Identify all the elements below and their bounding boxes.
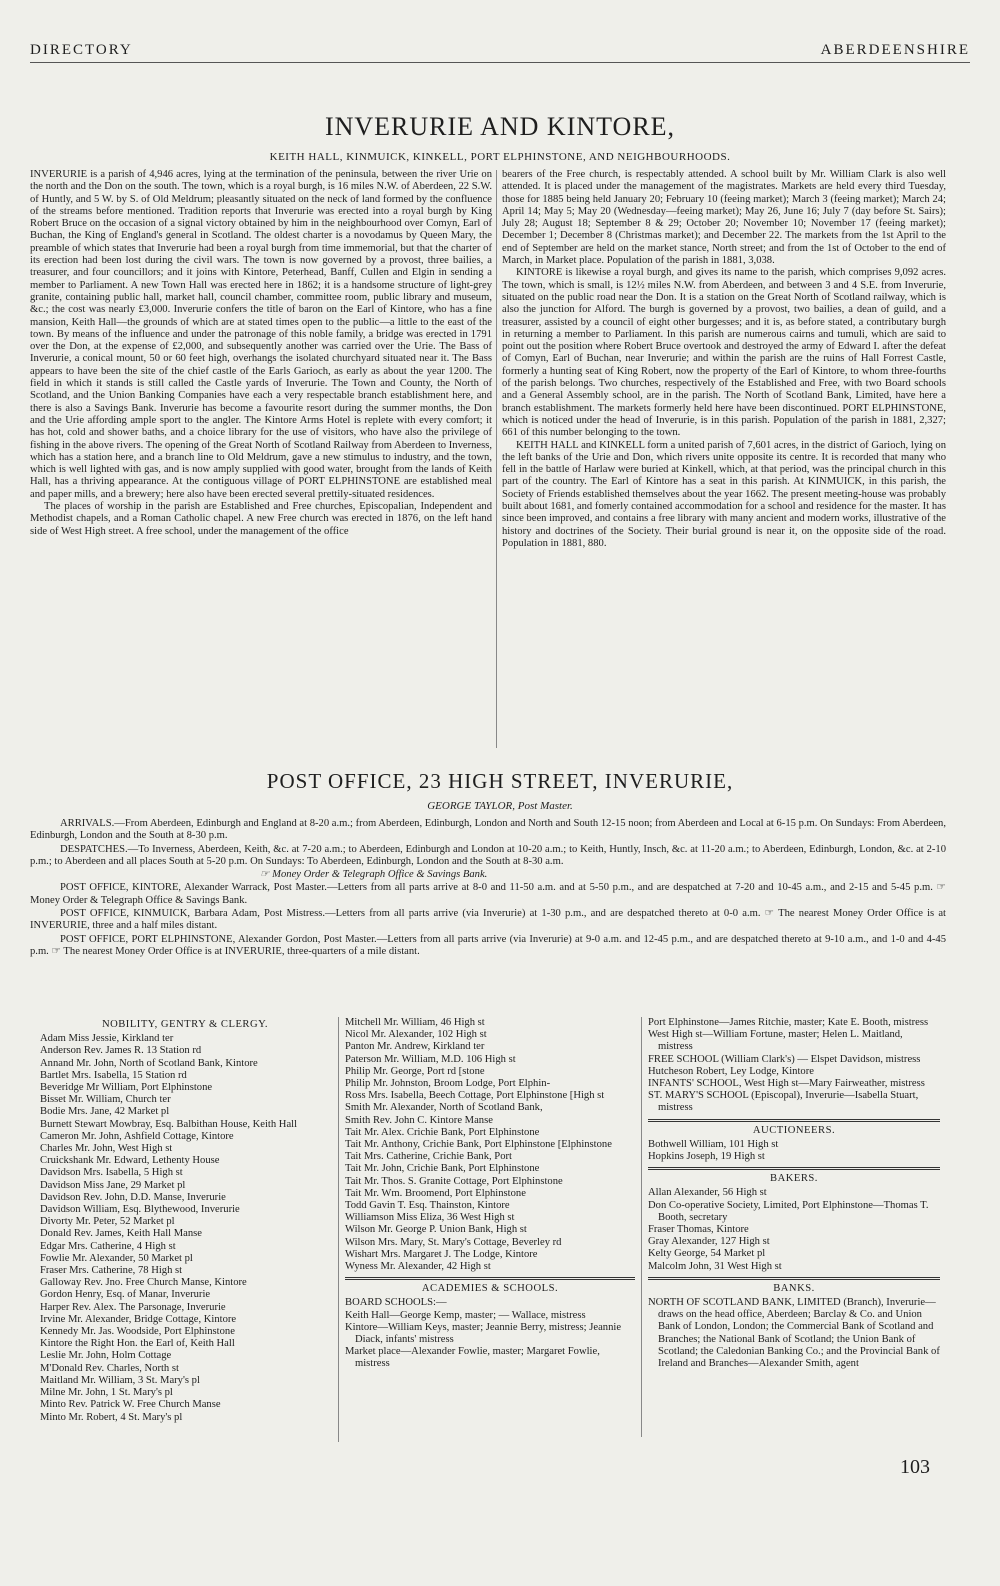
directory-entry: Milne Mr. John, 1 St. Mary's pl <box>40 1387 173 1399</box>
directory-entry: BOARD SCHOOLS:— <box>345 1297 447 1309</box>
directory-entry: Fraser Thomas, Kintore <box>648 1224 749 1236</box>
section-rule <box>648 1119 940 1122</box>
directory-entry: Davidson Rev. John, D.D. Manse, Inverurie <box>40 1191 226 1203</box>
section-heading-academies: ACADEMIES & SCHOOLS. <box>421 1283 559 1295</box>
page-number: 103 <box>900 1456 930 1478</box>
directory-entry: Mitchell Mr. William, 46 High st <box>345 1017 485 1028</box>
bakers-list <box>648 1187 940 1272</box>
section-heading-bakers: BAKERS. <box>770 1173 818 1185</box>
directory-entry: Tait Mr. Thos. S. Granite Cottage, Port Elphinstone <box>345 1175 563 1187</box>
nobility-list-b <box>345 1017 635 1273</box>
page-title: INVERURIE AND KINTORE, <box>324 112 676 141</box>
running-head-right: ABERDEENSHIRE <box>820 42 970 58</box>
running-head-left: DIRECTORY <box>30 42 133 58</box>
directory-entry: Gray Alexander, 127 High st <box>648 1236 770 1248</box>
directory-entry: Tait Mrs. Catherine, Crichie Bank, Port <box>345 1151 512 1163</box>
post-office-details <box>30 818 946 959</box>
directory-entry: M'Donald Rev. Charles, North st <box>40 1362 179 1374</box>
directory-entry: Port Elphinstone—James Ritchie, master; Kate E. Booth, mistress <box>648 1017 929 1028</box>
section-rule <box>648 1167 940 1170</box>
directory-entry: Wyness Mr. Alexander, 42 High st <box>345 1261 491 1273</box>
page-subtitle: KEITH HALL, KINMUICK, KINKELL, PORT ELPHINSTONE, AND NEIGHBOURHOODS. <box>269 151 731 163</box>
intro-paragraph: INVERURIE is a parish of 4,946 acres, lying at the termination of the peninsula, between the river Urie on the north and the Don on the south. The town, which is a royal burgh, is 16 miles N.W. of Aberdeen, 22 S.W. of Huntly, and 5 W. by S. of Old Meldrum; pleasantly situated on the neck of land formed by the confluence of the streams before mentioned. Tradition reports that Inverurie was erected into a royal burgh by King Robert Bruce on the occasion of a signal victory obtained by him in the neighbourhood over Comyn, Earl of Buchan, the King of England's general in Scotland. The oldest charter is a novodamus by Queen Mary, the preamble of which states that Inverurie had been a royal burgh from time immemorial, but that the charter of its erection had been lost during the civil wars. The town is now governed by a provost, three bailies, a treasurer, and four councillors; and it joins with Kintore, Peterhead, Banff, Cullen and Elgin in sending a member to Parliament. A new Town Hall was erected here in 1862; it is a handsome structure of light-grey granite, containing public hall, market hall, council chamber, committee room, public library and museum, &c.; the cost was nearly £3,000. Inverurie confers the title of baron on the Earl of Kintore, who has a fine mansion, Keith Hall—the grounds of which are at stated times open to the public—a little to the east of the town. By means of the influence and under the patronage of this noble family, a bridge was erected in 1791 over the Don, at the expense of £2,000, and subsequently another was carried over the Urie. The Bass of Inverurie, a conical mount, 50 or 60 feet high, overhangs the isolated churchyard situated near it. The Bass appears to have been the site of the chief castle of the Earls Garioch, as early as about the year 1200. The field in which it stands is still called the Castle yards of Inverurie. The Town and County, the North of Scotland, and the Union Banking Companies have each a very respectable branch establishment here, and there is also a Savings Bank. Inverurie has become a favourite resort during the summer months, the Don and the Urie affording ample sport to the angler. The Kintore Arms Hotel is replete with every comfort; it has hot, cold and shower baths, and a choice library for the use of visitors, who have also the privilege of fishing in the above rivers. The opening of the Great North of Scotland Railway from Aberdeen to Inverness, which has a station here, and a branch line to Old Meldrum, gave a new stimulus to industry, and the town, which is well lighted with gas, and is now amply supplied with good water, brought from the lands of Keith Hall, has a thriving appearance. At the contiguous village of PORT ELPHINSTONE are established meal and paper mills, and a brewery; here also have been erected several prettily-situated residences. <box>30 169 492 500</box>
directory-column-1 <box>40 1017 330 1424</box>
section-rule <box>648 1277 940 1280</box>
column-divider <box>496 170 497 748</box>
directory-entry: Wishart Mrs. Margaret J. The Lodge, Kintore <box>345 1248 538 1260</box>
directory-entry: FREE SCHOOL (William Clark's) — Elspet Davidson, mistress <box>648 1053 921 1065</box>
directory-entry: Williamson Miss Eliza, 36 West High st <box>345 1212 515 1224</box>
directory-entry: Charles Mr. John, West High st <box>40 1143 173 1155</box>
directory-entry: Bisset Mr. William, Church ter <box>40 1094 171 1106</box>
directory-entry: Kelty George, 54 Market pl <box>648 1248 766 1260</box>
directory-entry: Adam Miss Jessie, Kirkland ter <box>40 1033 174 1045</box>
intro-paragraph: The places of worship in the parish are Established and Free churches, Episcopalian, Independent and Methodist chapels, and a Roman Catholic chapel. A new Free church was erected in 1876, on the left hand side of West High street. A free school, under the management of the office <box>30 501 492 537</box>
auctioneers-list <box>648 1139 940 1163</box>
directory-entry: Smith Mr. Alexander, North of Scotland Bank, <box>345 1102 543 1114</box>
directory-entry: Tait Mr. Wm. Broomend, Port Elphinstone <box>345 1187 526 1199</box>
directory-entry: Kennedy Mr. Jas. Woodside, Port Elphinstone <box>40 1326 235 1338</box>
directory-entry: Bartlet Mrs. Isabella, 15 Station rd <box>40 1069 187 1081</box>
section-heading-nobility: NOBILITY, GENTRY & CLERGY. <box>101 1019 269 1030</box>
section-heading-banks: BANKS. <box>773 1282 815 1294</box>
directory-entry: Hutcheson Robert, Ley Lodge, Kintore <box>648 1065 814 1077</box>
directory-entry: Keith Hall—George Kemp, master; — Wallace, mistress <box>345 1309 586 1321</box>
directory-entry: Philip Mr. Johnston, Broom Lodge, Port Elphin- <box>345 1078 551 1090</box>
directory-entry: Davidson Mrs. Isabella, 5 High st <box>40 1167 183 1179</box>
post-office-paragraph: ARRIVALS.—From Aberdeen, Edinburgh and England at 8-20 a.m.; from Aberdeen, Edinburgh, London and North and South 12-15 noon; from Aberdeen and Local at 6-15 p.m. On Sundays: From Aberdeen, Edinburgh, London and the South at 8-30 p.m. <box>30 818 946 842</box>
schools-list <box>648 1017 940 1115</box>
column-divider <box>641 1017 642 1437</box>
directory-entry: Burnett Stewart Mowbray, Esq. Balbithan House, Keith Hall <box>40 1118 298 1130</box>
directory-entry: Cameron Mr. John, Ashfield Cottage, Kintore <box>40 1130 234 1142</box>
directory-entry: Bothwell William, 101 High st <box>648 1138 779 1150</box>
directory-entry: Kintore the Right Hon. the Earl of, Keith Hall <box>40 1338 235 1350</box>
directory-entry: Bodie Mrs. Jane, 42 Market pl <box>40 1106 170 1118</box>
directory-entry: Fowlie Mr. Alexander, 50 Market pl <box>40 1252 193 1264</box>
directory-entry: Todd Gavin T. Esq. Thainston, Kintore <box>345 1200 510 1212</box>
directory-entry: Panton Mr. Andrew, Kirkland ter <box>345 1041 485 1053</box>
section-heading-auctioneers: AUCTIONEERS. <box>752 1124 836 1136</box>
directory-entry: Edgar Mrs. Catherine, 4 High st <box>40 1240 176 1252</box>
directory-entry: Paterson Mr. William, M.D. 106 High st <box>345 1053 516 1065</box>
directory-entry: Smith Rev. John C. Kintore Manse <box>345 1114 493 1126</box>
nobility-list-a <box>40 1033 330 1424</box>
directory-entry: INFANTS' SCHOOL, West High st—Mary Fairweather, mistress <box>648 1078 925 1090</box>
directory-entry: Harper Rev. Alex. The Parsonage, Inverurie <box>40 1301 226 1313</box>
academies-list <box>345 1297 635 1370</box>
intro-column-right <box>502 169 946 550</box>
directory-entry: Galloway Rev. Jno. Free Church Manse, Kintore <box>40 1277 247 1289</box>
directory-entry: Kintore—William Keys, master; Jeannie Berry, mistress; Jeannie Diack, infants' mistress <box>345 1321 622 1346</box>
directory-entry: Wilson Mrs. Mary, St. Mary's Cottage, Beverley rd <box>345 1236 562 1248</box>
directory-entry: Minto Mr. Robert, 4 St. Mary's pl <box>40 1411 183 1423</box>
directory-entry: Beveridge Mr William, Port Elphinstone <box>40 1082 213 1094</box>
directory-entry: Fraser Mrs. Catherine, 78 High st <box>40 1265 183 1277</box>
directory-entry: Tait Mr. Alex. Crichie Bank, Port Elphinstone <box>345 1126 540 1138</box>
directory-entry: Malcolm John, 31 West High st <box>648 1260 782 1272</box>
post-office-paragraph: DESPATCHES.—To Inverness, Aberdeen, Keith, &c. at 7-20 a.m.; to Aberdeen, Edinburgh and London at 10-20 a.m.; to Keith, Huntly, Insch, &c. at 11-20 a.m.; to Aberdeen, Edinburgh, London, &c. at 2-10 p.m.; to Aberdeen and all places South at 5-20 p.m. On Sundays: To Aberdeen, Edinburgh, London and the South at 8-30 a.m. <box>30 843 946 867</box>
directory-entry: Tait Mr. John, Crichie Bank, Port Elphinstone <box>345 1163 540 1175</box>
directory-entry: West High st—William Fortune, master; Helen L. Maitland, mistress <box>648 1029 903 1053</box>
money-order-note: ☞ Money Order & Telegraph Office & Savings Bank. <box>260 869 488 881</box>
directory-entry: Donald Rev. James, Keith Hall Manse <box>40 1228 203 1240</box>
directory-entry: Irvine Mr. Alexander, Bridge Cottage, Kintore <box>40 1313 237 1325</box>
directory-column-3 <box>648 1017 940 1370</box>
intro-column-left <box>30 169 492 538</box>
directory-entry: Cruickshank Mr. Edward, Lethenty House <box>40 1155 220 1167</box>
directory-entry: Minto Rev. Patrick W. Free Church Manse <box>40 1399 221 1411</box>
directory-entry: Hopkins Joseph, 19 High st <box>648 1151 765 1163</box>
directory-entry: NORTH OF SCOTLAND BANK, LIMITED (Branch), Inverurie—draws on the head office, Aberdeen; Barclay & Co. and Union Bank of London, London; the Commercial Bank of Scotland and Branches; the National Bank of Scotland; the Union Bank of Scotland; the Caledonian Banking Co.; and the Provincial Bank of Ireland and Branches—Alexander Smith, agent <box>648 1297 940 1370</box>
post-office-paragraph: POST OFFICE, KINMUICK, Barbara Adam, Post Mistress.—Letters from all parts arrive (via Inverurie) at 1-30 p.m., and are despatched thereto at 0-0 a.m. ☞ The nearest Money Order Office is at INVERURIE, three and a half miles distant. <box>30 908 946 932</box>
directory-column-2 <box>345 1017 635 1371</box>
directory-entry: Ross Mrs. Isabella, Beech Cottage, Port Elphinstone [High st <box>345 1090 605 1102</box>
directory-entry: Divorty Mr. Peter, 52 Market pl <box>40 1216 175 1228</box>
post-office-postmaster: GEORGE TAYLOR, Post Master. <box>427 800 573 812</box>
directory-entry: Davidson William, Esq. Blythewood, Inverurie <box>40 1204 240 1216</box>
header-rule <box>30 62 970 63</box>
directory-entry: Gordon Henry, Esq. of Manar, Inverurie <box>40 1289 211 1301</box>
post-office-paragraph: POST OFFICE, KINTORE, Alexander Warrack, Post Master.—Letters from all parts arrive at 8-0 and 11-50 a.m. and at 5-50 p.m., and are despatched at 7-20 and 10-45 a.m., and 2-15 and 5-45 p.m. ☞ Money Order & Telegraph Office & Savings Bank. <box>30 882 946 906</box>
directory-entry: Davidson Miss Jane, 29 Market pl <box>40 1179 186 1191</box>
section-rule <box>345 1277 635 1280</box>
directory-entry: Anderson Rev. James R. 13 Station rd <box>40 1045 202 1057</box>
directory-entry: Annand Mr. John, North of Scotland Bank, Kintore <box>40 1057 258 1069</box>
directory-entry: Tait Mr. Anthony, Crichie Bank, Port Elphinstone [Elphinstone <box>345 1139 612 1151</box>
intro-paragraph: KEITH HALL and KINKELL form a united parish of 7,601 acres, in the district of Garioch, lying on the left banks of the Urie and Don, which rivers unite opposite its centre. It is recorded that many who fell in the battle of Harlaw were buried at Kinkell, which, at that period, was the principal church in this part of the country. The Earl of Kintore has a seat in this parish. At KINMUICK, in this parish, the Society of Friends established themselves about the year 1662. The present meeting-house was probably built about 1681, and fomerly contained accommodation for a school and residence for the master. It has since been improved, and contains a free library with many ancient and modern works, illustrative of the history and doctrines of the Society. Their burial ground is near it, on the opposite side of the road. Population in 1881, 880. <box>502 439 946 549</box>
banks-list <box>648 1297 940 1370</box>
directory-entry: Market place—Alexander Fowlie, master; Margaret Fowlie, mistress <box>345 1346 600 1370</box>
post-office-paragraph: POST OFFICE, PORT ELPHINSTONE, Alexander Gordon, Post Master.—Letters from all parts arrive (via Inverurie) at 9-0 a.m. and 12-45 p.m., and are despatched thereto at 9-10 a.m., and 1-0 and 4-45 p.m. ☞ The nearest Money Order Office is at INVERURIE, three-quarters of a mile distant. <box>30 933 946 957</box>
intro-paragraph: bearers of the Free church, is respectably attended. A school built by Mr. William Clark is also well attended. It is placed under the management of the magistrates. Markets are held every third Tuesday, those for 1885 being held January 20; February 10 (feeing market); March 3 (feeing market); March 24; April 14; May 5; May 20 (Wednesday—feeing market); May 26, June 16; July 7 (day before St. Sairs); July 28; August 18; September 8 & 29; October 20; November 10; November 17 (feeing market); December 1; December 8 (Christmas market); and December 22. The markets from the 1st April to the end of September are held on the market stance, North street; and from the 1st of October to the end of March, in Market place. Population of the parish in 1881, 3,038. <box>502 169 946 267</box>
directory-entry: Don Co-operative Society, Limited, Port Elphinstone—Thomas T. Booth, secretary <box>648 1199 929 1223</box>
directory-entry: Wilson Mr. George P. Union Bank, High st <box>345 1224 527 1236</box>
directory-entry: Maitland Mr. William, 3 St. Mary's pl <box>40 1374 200 1386</box>
intro-paragraph: KINTORE is likewise a royal burgh, and gives its name to the parish, which comprises 9,092 acres. The town, which is small, is 12½ miles N.W. from Aberdeen, and between 3 and 4 S.E. from Inverurie, situated on the public road near the Don. It is a station on the Great North of Scotland railway, which is also the junction for Alford. The burgh is governed by a provost, two bailies, a dean of guild, and a treasurer, assisted by a council of eight other burgesses; and it is, as before stated, a contributary burgh in returning a member to Parliament. In this parish are numerous cairns and tumuli, which are said to point out the position where Robert Bruce overtook and destroyed the army of Edward I. after the defeat of Comyn, Earl of Buchan, near Inverurie; and within the parish are the ruins of Hall Forrest Castle, formerly a hunting seat of King Robert, now the property of the Earl of Kintore, to whom three-fourths of the parish belongs. Two churches, respectively of the Established and Free, with two Board schools and a General Assembly school, are in the parish. The North of Scotland Bank, Limited, have here a branch establishment. The markets formerly held here have been discontinued. PORT ELPHINSTONE, which is noticed under the head of Inverurie, is in this parish. Population of the parish in 1881, 2,327; 661 of this number belonging to the town. <box>502 267 946 439</box>
directory-entry: Nicol Mr. Alexander, 102 High st <box>345 1029 487 1041</box>
column-divider <box>338 1017 339 1442</box>
post-office-title: POST OFFICE, 23 HIGH STREET, INVERURIE, <box>266 769 734 793</box>
directory-entry: Leslie Mr. John, Holm Cottage <box>40 1350 172 1362</box>
directory-entry: ST. MARY'S SCHOOL (Episcopal), Inverurie—Isabella Stuart, mistress <box>648 1090 919 1114</box>
directory-entry: Philip Mr. George, Port rd [stone <box>345 1065 485 1077</box>
directory-entry: Allan Alexander, 56 High st <box>648 1187 767 1199</box>
